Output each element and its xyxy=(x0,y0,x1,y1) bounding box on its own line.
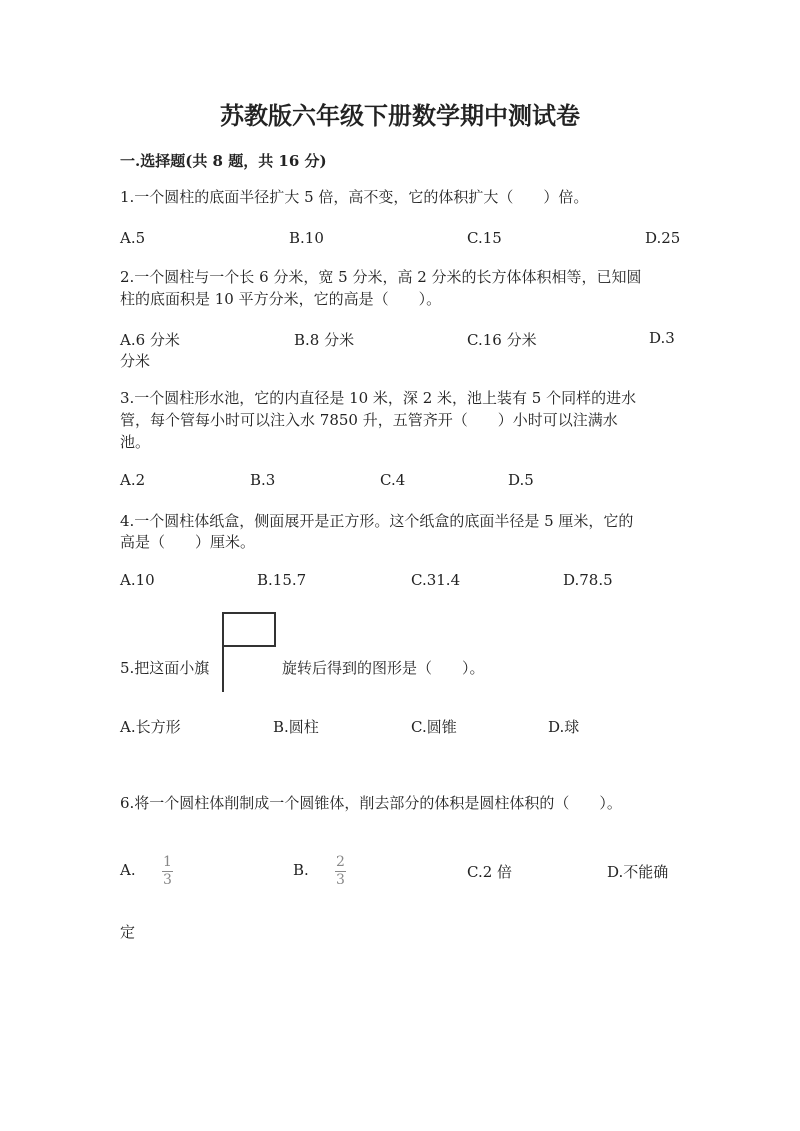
question-4-line-1: 4.一个圆柱体纸盒，侧面展开是正方形。这个纸盒的底面半径是 5 厘米，它的 xyxy=(120,512,634,530)
question-1-text: 1.一个圆柱的底面半径扩大 5 倍，高不变，它的体积扩大（ ）倍。 xyxy=(120,188,589,206)
q6-option-a-label[interactable]: A. xyxy=(120,861,136,879)
q6-option-c[interactable]: C.2 倍 xyxy=(467,863,513,881)
question-3-line-3: 池。 xyxy=(120,433,151,451)
question-6-text: 6.将一个圆柱体削制成一个圆锥体，削去部分的体积是圆柱体积的（ ）。 xyxy=(120,794,622,812)
q5-option-c[interactable]: C.圆锥 xyxy=(411,718,457,736)
q3-option-d[interactable]: D.5 xyxy=(508,471,534,489)
q6-option-d-wrap: 定 xyxy=(120,923,136,941)
q3-option-a[interactable]: A.2 xyxy=(120,471,146,489)
q5-option-b[interactable]: B.圆柱 xyxy=(273,718,319,736)
q2-option-d-wrap: 分米 xyxy=(120,352,151,370)
fraction-denominator: 3 xyxy=(163,872,172,888)
question-2-line-2: 柱的底面积是 10 平方分米，它的高是（ ）。 xyxy=(120,290,442,308)
q1-option-a[interactable]: A.5 xyxy=(120,229,146,247)
q2-option-b[interactable]: B.8 分米 xyxy=(294,331,355,349)
q5-option-a[interactable]: A.长方形 xyxy=(120,718,181,736)
question-3-line-1: 3.一个圆柱形水池，它的内直径是 10 米，深 2 米，池上装有 5 个同样的进水 xyxy=(120,389,637,407)
page-title: 苏教版六年级下册数学期中测试卷 xyxy=(220,101,580,130)
q3-option-c[interactable]: C.4 xyxy=(380,471,406,489)
q1-option-c[interactable]: C.15 xyxy=(467,229,502,247)
fraction-denominator: 3 xyxy=(336,872,345,888)
fraction-numerator: 2 xyxy=(336,854,345,870)
question-2-line-1: 2.一个圆柱与一个长 6 分米，宽 5 分米，高 2 分米的长方体体积相等，已知圆 xyxy=(120,268,642,286)
section-heading: 一.选择题(共 8 题，共 16 分) xyxy=(120,152,327,170)
q6-option-b-label[interactable]: B. xyxy=(293,861,309,879)
fraction-numerator: 1 xyxy=(163,854,172,870)
question-5-text-after: 旋转后得到的图形是（ ）。 xyxy=(282,659,485,677)
q2-option-a[interactable]: A.6 分米 xyxy=(120,331,180,349)
q4-option-d[interactable]: D.78.5 xyxy=(563,571,613,589)
q5-option-d[interactable]: D.球 xyxy=(548,718,580,736)
q4-option-a[interactable]: A.10 xyxy=(120,571,155,589)
question-3-line-2: 管，每个管每小时可以注入水 7850 升，五管齐开（ ）小时可以注满水 xyxy=(120,411,618,429)
q1-option-d[interactable]: D.25 xyxy=(645,229,681,247)
question-4-line-2: 高是（ ）厘米。 xyxy=(120,533,256,551)
q6-option-d[interactable]: D.不能确 xyxy=(607,863,669,881)
q1-option-b[interactable]: B.10 xyxy=(289,229,324,247)
question-5-text-before: 5.把这面小旗 xyxy=(120,659,210,677)
q4-option-b[interactable]: B.15.7 xyxy=(257,571,307,589)
q2-option-c[interactable]: C.16 分米 xyxy=(467,331,537,349)
q6-option-a-fraction xyxy=(162,855,173,888)
q6-option-b-fraction xyxy=(335,855,346,888)
q2-option-d[interactable]: D.3 xyxy=(649,329,675,347)
q4-option-c[interactable]: C.31.4 xyxy=(411,571,461,589)
q3-option-b[interactable]: B.3 xyxy=(250,471,276,489)
